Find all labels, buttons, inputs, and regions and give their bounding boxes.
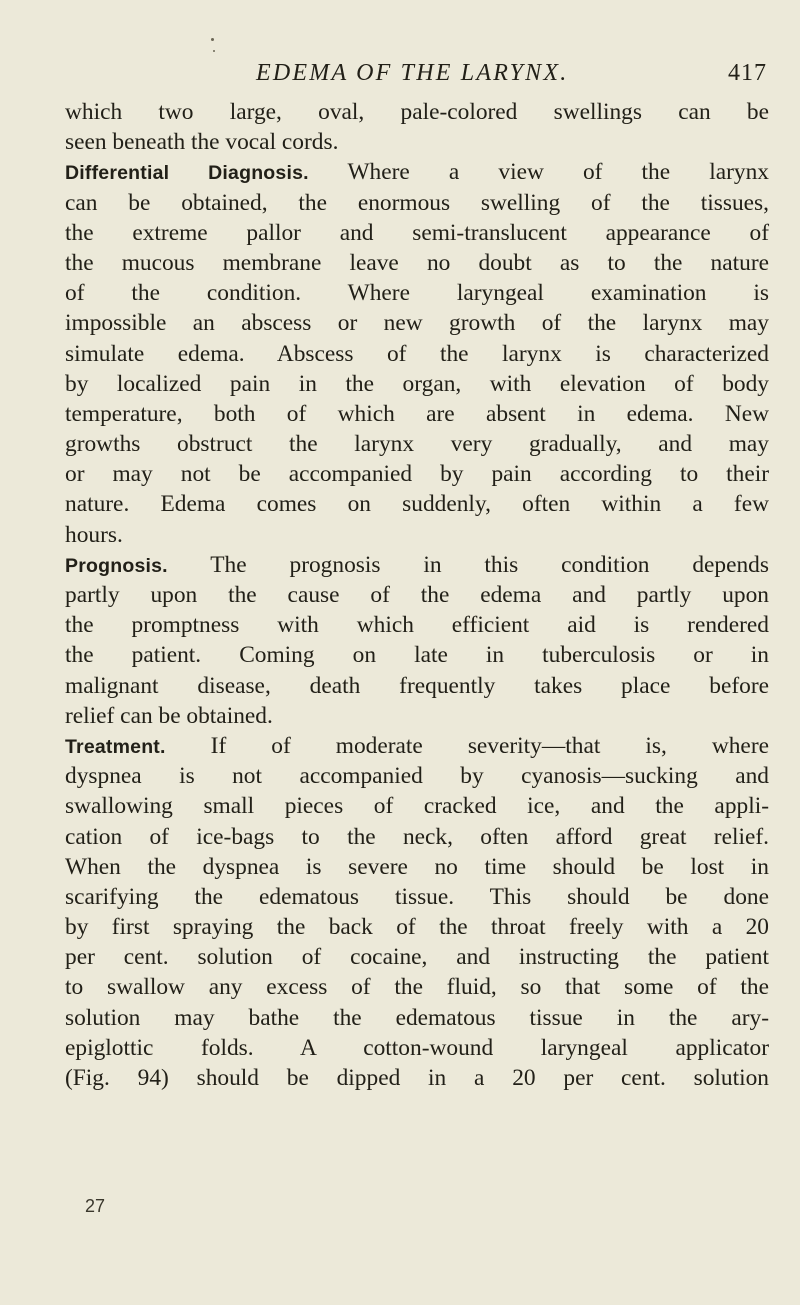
text-line: by localized pain in the organ, with elevation of body bbox=[65, 370, 769, 397]
line-text: Where a view of the larynx bbox=[347, 159, 769, 186]
text-line bbox=[65, 157, 769, 187]
line-text: The prognosis in this condition depends bbox=[210, 551, 769, 578]
text-line: malignant disease, death frequently takes place before bbox=[65, 672, 769, 699]
text-line: swallowing small pieces of cracked ice, and the appli- bbox=[65, 793, 769, 820]
text-line: the promptness with which efficient aid is rendered bbox=[65, 612, 769, 639]
text-line: nature. Edema comes on suddenly, often within a few bbox=[65, 491, 769, 518]
text-line bbox=[65, 731, 769, 761]
print-speck bbox=[211, 38, 214, 41]
text-line: growths obstruct the larynx very gradually, and may bbox=[65, 431, 769, 458]
text-line: the patient. Coming on late in tuberculosis or in bbox=[65, 642, 769, 669]
text-line: temperature, both of which are absent in edema. New bbox=[65, 400, 769, 427]
paragraph bbox=[65, 731, 769, 1093]
running-head-title: EDEMA OF THE LARYNX. bbox=[256, 60, 569, 86]
text-line: impossible an abscess or new growth of the larynx may bbox=[65, 310, 769, 337]
text-line: solution may bathe the edematous tissue in the ary- bbox=[65, 1004, 769, 1031]
text-line: by first spraying the back of the throat freely with a 20 bbox=[65, 914, 769, 941]
text-line: partly upon the cause of the edema and partly upon bbox=[65, 582, 769, 608]
body-text bbox=[65, 97, 769, 1093]
section-heading: Differential Diagnosis. bbox=[65, 162, 309, 185]
text-line: or may not be accompanied by pain according to their bbox=[65, 461, 769, 488]
text-line: can be obtained, the enormous swelling of the tissues, bbox=[65, 189, 769, 216]
page-number: 417 bbox=[728, 60, 767, 86]
section-heading: Prognosis. bbox=[65, 554, 168, 577]
text-line: the extreme pallor and semi-translucent appearance of bbox=[65, 219, 769, 246]
signature-mark: 27 bbox=[85, 1196, 106, 1216]
text-line: scarifying the edematous tissue. This should be done bbox=[65, 883, 769, 910]
text-line: of the condition. Where laryngeal examination is bbox=[65, 280, 769, 307]
text-line: per cent. solution of cocaine, and instructing the patient bbox=[65, 944, 769, 971]
paragraph bbox=[65, 97, 769, 157]
text-line: to swallow any excess of the fluid, so that some of the bbox=[65, 974, 769, 1001]
text-line: relief can be obtained. bbox=[65, 702, 273, 729]
running-head bbox=[0, 60, 800, 90]
paragraph bbox=[65, 157, 769, 549]
text-line: (Fig. 94) should be dipped in a 20 per cent. solution bbox=[65, 1065, 769, 1091]
text-line: epiglottic folds. A cotton-wound laryngeal applicator bbox=[65, 1034, 769, 1061]
text-line: hours. bbox=[65, 521, 123, 548]
text-line: When the dyspnea is severe no time should be lost in bbox=[65, 853, 769, 880]
text-line: simulate edema. Abscess of the larynx is characterized bbox=[65, 340, 769, 367]
text-line: cation of ice-bags to the neck, often afford great relief. bbox=[65, 823, 769, 850]
text-line: dyspnea is not accompanied by cyanosis—sucking and bbox=[65, 763, 769, 790]
section-heading: Treatment. bbox=[65, 735, 166, 758]
print-speck bbox=[213, 50, 215, 52]
text-line: seen beneath the vocal cords. bbox=[65, 129, 339, 156]
text-line: which two large, oval, pale-colored swellings can be bbox=[65, 99, 769, 125]
text-line: the mucous membrane leave no doubt as to the nature bbox=[65, 249, 769, 276]
line-text: If of moderate severity—that is, where bbox=[210, 732, 769, 759]
text-line bbox=[65, 550, 769, 580]
paragraph bbox=[65, 550, 769, 731]
